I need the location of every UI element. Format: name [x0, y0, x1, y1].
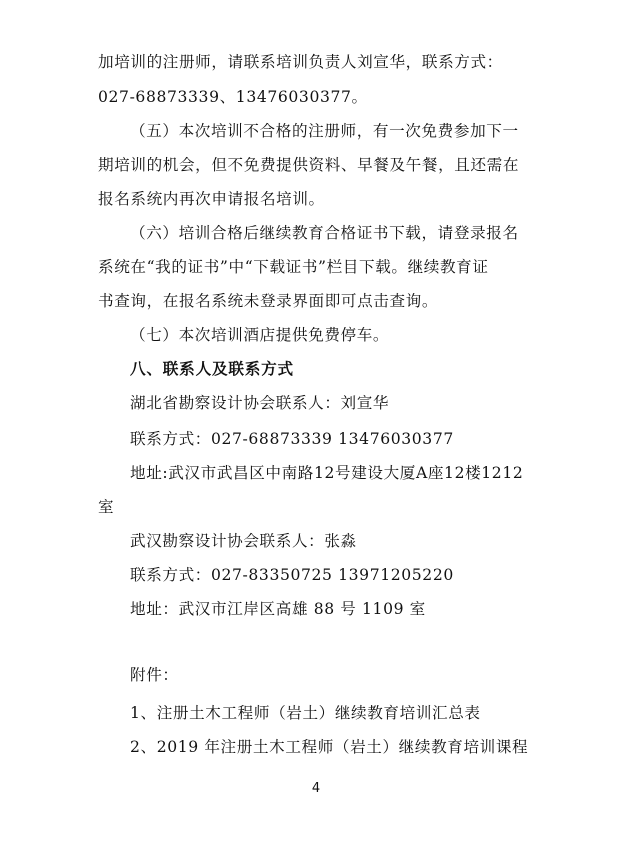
page-number: 4 — [311, 781, 321, 796]
wuhan-address: 地址：武汉市江岸区高雄 88 号 1109 室 — [130, 600, 426, 618]
wuhan-contact-phone: 联系方式：027-83350725 13971205220 — [130, 566, 454, 584]
text-line-1: 加培训的注册师，请联系培训负责人刘宣华，联系方式： — [98, 53, 503, 71]
hubei-address-line-1: 地址:武汉市武昌区中南路12号建设大厦A座12楼1212 — [130, 464, 524, 482]
hubei-contact-person: 湖北省勘察设计协会联系人：刘宣华 — [130, 394, 390, 412]
wuhan-contact-person: 武汉勘察设计协会联系人：张淼 — [130, 532, 357, 550]
text-line-2: 027-68873339、13476030377。 — [98, 88, 368, 106]
section-six-line-1: （六）培训合格后继续教育合格证书下载，请登录报名 — [130, 224, 519, 242]
attachment-item-1: 1、注册土木工程师（岩土）继续教育培训汇总表 — [130, 704, 481, 722]
section-six-line-3: 书查询，在报名系统未登录界面即可点击查询。 — [98, 292, 439, 310]
section-eight-heading: 八、联系人及联系方式 — [130, 360, 294, 378]
section-five-line-1: （五）本次培训不合格的注册师，有一次免费参加下一 — [130, 122, 519, 140]
section-five-line-3: 报名系统内再次申请报名培训。 — [98, 190, 325, 208]
attachments-heading: 附件： — [130, 666, 179, 684]
section-six-line-2: 系统在“我的证书”中“下载证书”栏目下载。继续教育证 — [98, 258, 489, 276]
attachment-item-2: 2、2019 年注册土木工程师（岩土）继续教育培训课程 — [130, 738, 529, 756]
section-five-line-2: 期培训的机会，但不免费提供资料、早餐及午餐，且还需在 — [98, 156, 520, 174]
hubei-address-line-2: 室 — [98, 498, 115, 516]
hubei-contact-phone: 联系方式：027-68873339 13476030377 — [130, 430, 454, 448]
section-seven-line: （七）本次培训酒店提供免费停车。 — [130, 326, 390, 344]
